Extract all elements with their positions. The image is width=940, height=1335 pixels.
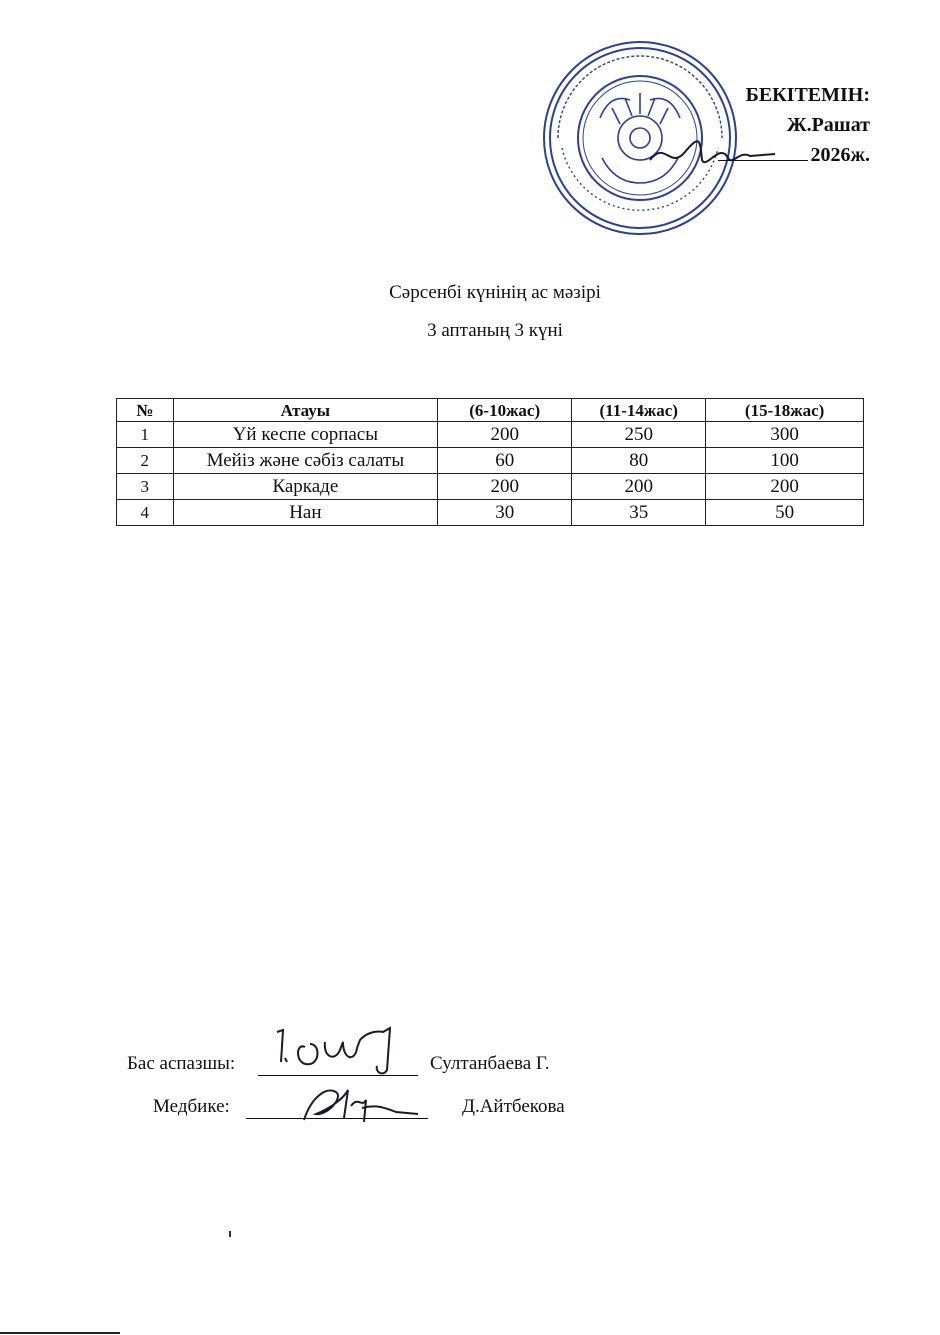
column-header-number: №: [117, 399, 174, 422]
table-row: [117, 500, 864, 526]
column-header-age-15-18: (15-18жас): [706, 399, 864, 422]
chef-label: Бас аспазшы:: [127, 1053, 236, 1074]
approval-year: 2026ж.: [810, 144, 870, 166]
cell-portion-11-14: 80: [572, 448, 706, 474]
column-header-age-6-10: (6-10жас): [438, 399, 572, 422]
cell-dish-name: Каркаде: [173, 474, 438, 500]
cell-portion-6-10: 60: [438, 448, 572, 474]
nurse-name: Д.Айтбекова: [462, 1096, 565, 1117]
cell-portion-15-18: 100: [706, 448, 864, 474]
cell-dish-name: Мейіз және сәбіз салаты: [173, 448, 438, 474]
approval-date: [700, 140, 870, 170]
approval-name: Ж.Рашат: [786, 114, 870, 136]
cell-number: 3: [117, 474, 174, 500]
cell-portion-6-10: 200: [438, 474, 572, 500]
nurse-label: Медбике:: [153, 1096, 230, 1117]
cell-portion-6-10: 200: [438, 422, 572, 448]
speck-mark: [229, 1231, 231, 1237]
chef-name: Султанбаева Г.: [430, 1053, 550, 1074]
cell-portion-11-14: 35: [572, 500, 706, 526]
cell-portion-6-10: 30: [438, 500, 572, 526]
cell-dish-name: Нан: [173, 500, 438, 526]
column-header-age-11-14: (11-14жас): [572, 399, 706, 422]
approval-block: [700, 80, 870, 170]
approval-title: БЕКІТЕМІН:: [745, 84, 870, 106]
column-header-name: Атауы: [173, 399, 438, 422]
menu-title: Сәрсенбі күнінің ас мәзірі: [389, 282, 601, 303]
table-header-row: [117, 399, 864, 422]
menu-table: [116, 398, 864, 526]
chef-signature-icon: [265, 1022, 415, 1082]
nurse-signature-icon: [296, 1078, 426, 1128]
cell-dish-name: Үй кеспе сорпасы: [173, 422, 438, 448]
menu-subtitle: 3 аптаның 3 күні: [427, 320, 563, 341]
cell-portion-15-18: 200: [706, 474, 864, 500]
cell-portion-11-14: 250: [572, 422, 706, 448]
table-row: [117, 422, 864, 448]
approval-date-line: [718, 160, 808, 161]
table-row: [117, 448, 864, 474]
table-row: [117, 474, 864, 500]
cell-portion-11-14: 200: [572, 474, 706, 500]
cell-number: 2: [117, 448, 174, 474]
cell-number: 4: [117, 500, 174, 526]
cell-portion-15-18: 50: [706, 500, 864, 526]
cell-number: 1: [117, 422, 174, 448]
bottom-edge-rule: [0, 1332, 120, 1334]
cell-portion-15-18: 300: [706, 422, 864, 448]
